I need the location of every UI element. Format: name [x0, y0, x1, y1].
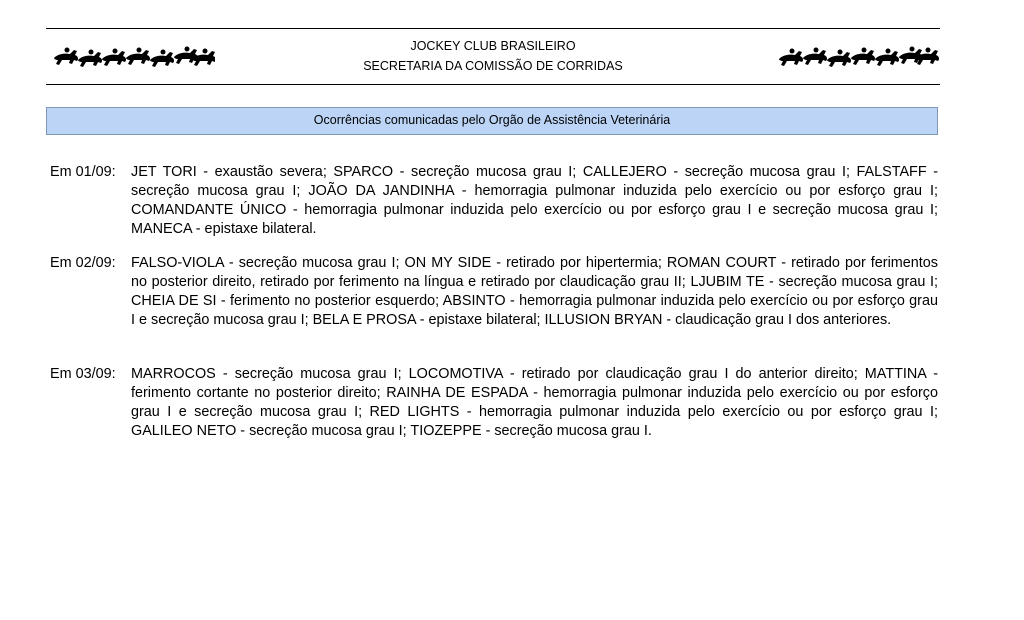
- entry-date: Em 03/09:: [50, 366, 116, 382]
- section-title-bar: [46, 107, 938, 135]
- header-title-line1: JOCKEY CLUB BRASILEIRO: [410, 39, 576, 53]
- entry-date: Em 01/09:: [50, 164, 116, 180]
- header-bottom-rule: [46, 84, 940, 85]
- occurrence-entry: [50, 254, 938, 330]
- occurrence-entry: [50, 365, 938, 441]
- section-title: Ocorrências comunicadas pelo Orgão de Assistência Veterinária: [313, 113, 671, 127]
- entry-text: FALSO-VIOLA - secreção mucosa grau I; ON MY SIDE - retirado por hipertermia; ROMAN COURT - retirado por ferimentos no posterior direito, retirado por ferimento na língua e retirado por claudicação grau II; LJUBIM TE - secreção mucosa grau I; CHEIA DE SI - ferimento no posterior esquerdo; ABSINTO - hemorragia pulmonar induzida pelo exercício ou por esforço grau I e secreção mucosa grau I; BELA E PROSA - epistaxe bilateral; ILLUSION BRYAN - claudicação grau I dos anteriores.: [131, 255, 938, 328]
- racing-horses-icon: [775, 40, 940, 72]
- entry-text: MARROCOS - secreção mucosa grau I; LOCOMOTIVA - retirado por claudicação grau I do anterior direito; MATTINA - ferimento cortante no posterior direito; RAINHA DE ESPADA - hemorragia pulmonar induzida pelo exercício ou por esforço grau I e secreção mucosa grau I; RED LIGHTS - hemorragia pulmonar induzida pelo exercício ou por esforço grau I; GALILEO NETO - secreção mucosa grau I; TIOZEPPE - secreção mucosa grau I.: [131, 366, 938, 439]
- occurrence-entry: [50, 163, 938, 239]
- header-top-rule: [46, 28, 940, 29]
- entry-date: Em 02/09:: [50, 255, 116, 271]
- entry-text: JET TORI - exaustão severa; SPARCO - secreção mucosa grau I; CALLEJERO - secreção mucosa grau I; FALSTAFF - secreção mucosa grau I; JOÃO DA JANDINHA - hemorragia pulmonar induzida pelo exercício ou por esforço grau I; COMANDANTE ÚNICO - hemorragia pulmonar induzida pelo exercício ou por esforço grau I e secreção mucosa grau I; MANECA - epistaxe bilateral.: [131, 164, 938, 237]
- header-title-line2: SECRETARIA DA COMISSÃO DE CORRIDAS: [363, 59, 623, 73]
